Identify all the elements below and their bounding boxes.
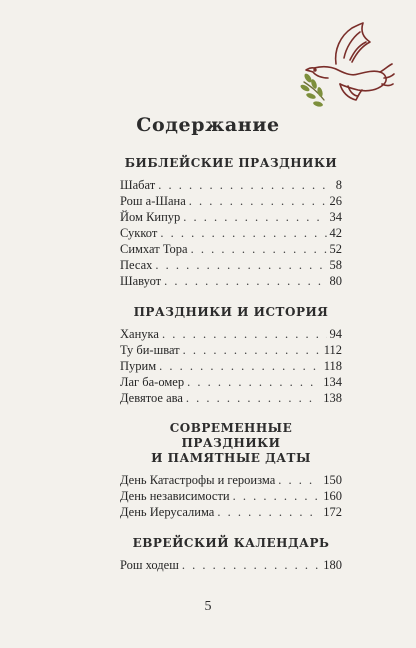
dot-leader bbox=[155, 257, 326, 273]
toc-entry bbox=[120, 241, 342, 257]
toc-entry bbox=[120, 342, 342, 358]
entry-page-number: 160 bbox=[323, 489, 342, 503]
entry-title: Рош ходеш bbox=[120, 558, 179, 572]
entry-title: Симхат Тора bbox=[120, 242, 188, 256]
entry-list bbox=[120, 177, 342, 289]
toc-entry bbox=[120, 193, 342, 209]
dot-leader bbox=[189, 193, 327, 209]
dot-leader bbox=[182, 557, 320, 573]
entry-page-number: 58 bbox=[329, 258, 342, 272]
entry-title: Рош а-Шана bbox=[120, 194, 186, 208]
entry-page-number: 172 bbox=[323, 505, 342, 519]
dot-leader bbox=[160, 225, 326, 241]
toc-entry bbox=[120, 326, 342, 342]
toc-entry bbox=[120, 472, 342, 488]
entry-page-number: 80 bbox=[329, 274, 342, 288]
entry-title: Шабат bbox=[120, 178, 156, 192]
entry-page-number: 26 bbox=[329, 194, 342, 208]
entry-page-number: 134 bbox=[323, 375, 342, 389]
toc-section-jewish-calendar bbox=[120, 535, 342, 573]
toc-entry bbox=[120, 557, 342, 573]
entry-list bbox=[120, 472, 342, 520]
toc-entry bbox=[120, 177, 342, 193]
toc-section-holidays-and-history bbox=[120, 304, 342, 406]
entry-list bbox=[120, 326, 342, 406]
entry-title: Шавуот bbox=[120, 274, 162, 288]
entry-title: Девятое ава bbox=[120, 391, 183, 405]
dot-leader bbox=[158, 177, 333, 193]
dot-leader bbox=[159, 358, 321, 374]
toc-entry bbox=[120, 374, 342, 390]
entry-title: Ту би-шват bbox=[120, 343, 180, 357]
toc-entry bbox=[120, 390, 342, 406]
entry-page-number: 150 bbox=[323, 473, 342, 487]
dot-leader bbox=[233, 488, 321, 504]
entry-page-number: 8 bbox=[335, 178, 342, 192]
entry-title: Пурим bbox=[120, 359, 157, 373]
entry-page-number: 180 bbox=[323, 558, 342, 572]
section-heading bbox=[120, 421, 342, 466]
dot-leader bbox=[164, 273, 326, 289]
section-heading: БИБЛЕЙСКИЕ ПРАЗДНИКИ bbox=[124, 156, 338, 170]
dot-leader bbox=[191, 241, 327, 257]
dot-leader bbox=[217, 504, 320, 520]
section-heading: ЕВРЕЙСКИЙ КАЛЕНДАРЬ bbox=[132, 536, 330, 550]
entry-title: День Иерусалима bbox=[120, 505, 215, 519]
entry-title: Йом Кипур bbox=[120, 210, 181, 224]
entry-page-number: 42 bbox=[329, 226, 342, 240]
toc-entry bbox=[120, 504, 342, 520]
section-heading-line: СОВРЕМЕННЫЕ ПРАЗДНИКИ bbox=[169, 421, 293, 450]
dot-leader bbox=[183, 209, 326, 225]
dot-leader bbox=[187, 374, 320, 390]
entry-page-number: 118 bbox=[323, 359, 342, 373]
toc-entry bbox=[120, 358, 342, 374]
entry-title: Лаг ба-омер bbox=[120, 375, 185, 389]
entry-title: Суккот bbox=[120, 226, 158, 240]
toc-entry bbox=[120, 488, 342, 504]
entry-page-number: 34 bbox=[329, 210, 342, 224]
page-title: Содержание bbox=[136, 114, 280, 136]
entry-title: День независимости bbox=[120, 489, 230, 503]
toc-entry bbox=[120, 257, 342, 273]
entry-page-number: 52 bbox=[329, 242, 342, 256]
entry-title: День Катастрофы и героизма bbox=[120, 473, 276, 487]
section-heading-line: И ПАМЯТНЫЕ ДАТЫ bbox=[151, 451, 311, 465]
section-heading: ПРАЗДНИКИ И ИСТОРИЯ bbox=[133, 305, 329, 319]
toc-entry bbox=[120, 209, 342, 225]
entry-title: Ханука bbox=[120, 327, 159, 341]
dove-with-olive-branch-icon bbox=[300, 20, 396, 112]
dot-leader bbox=[186, 390, 320, 406]
toc-section-modern-holidays bbox=[120, 421, 342, 520]
table-of-contents bbox=[120, 155, 342, 573]
page-number: 5 bbox=[204, 599, 212, 614]
dot-leader bbox=[278, 472, 320, 488]
entry-list bbox=[120, 557, 342, 573]
entry-page-number: 138 bbox=[323, 391, 342, 405]
toc-section-biblical-holidays bbox=[120, 155, 342, 289]
entry-page-number: 94 bbox=[329, 327, 342, 341]
toc-entry bbox=[120, 225, 342, 241]
dot-leader bbox=[162, 326, 327, 342]
toc-entry bbox=[120, 273, 342, 289]
entry-page-number: 112 bbox=[323, 343, 342, 357]
entry-title: Песах bbox=[120, 258, 153, 272]
dot-leader bbox=[183, 342, 321, 358]
